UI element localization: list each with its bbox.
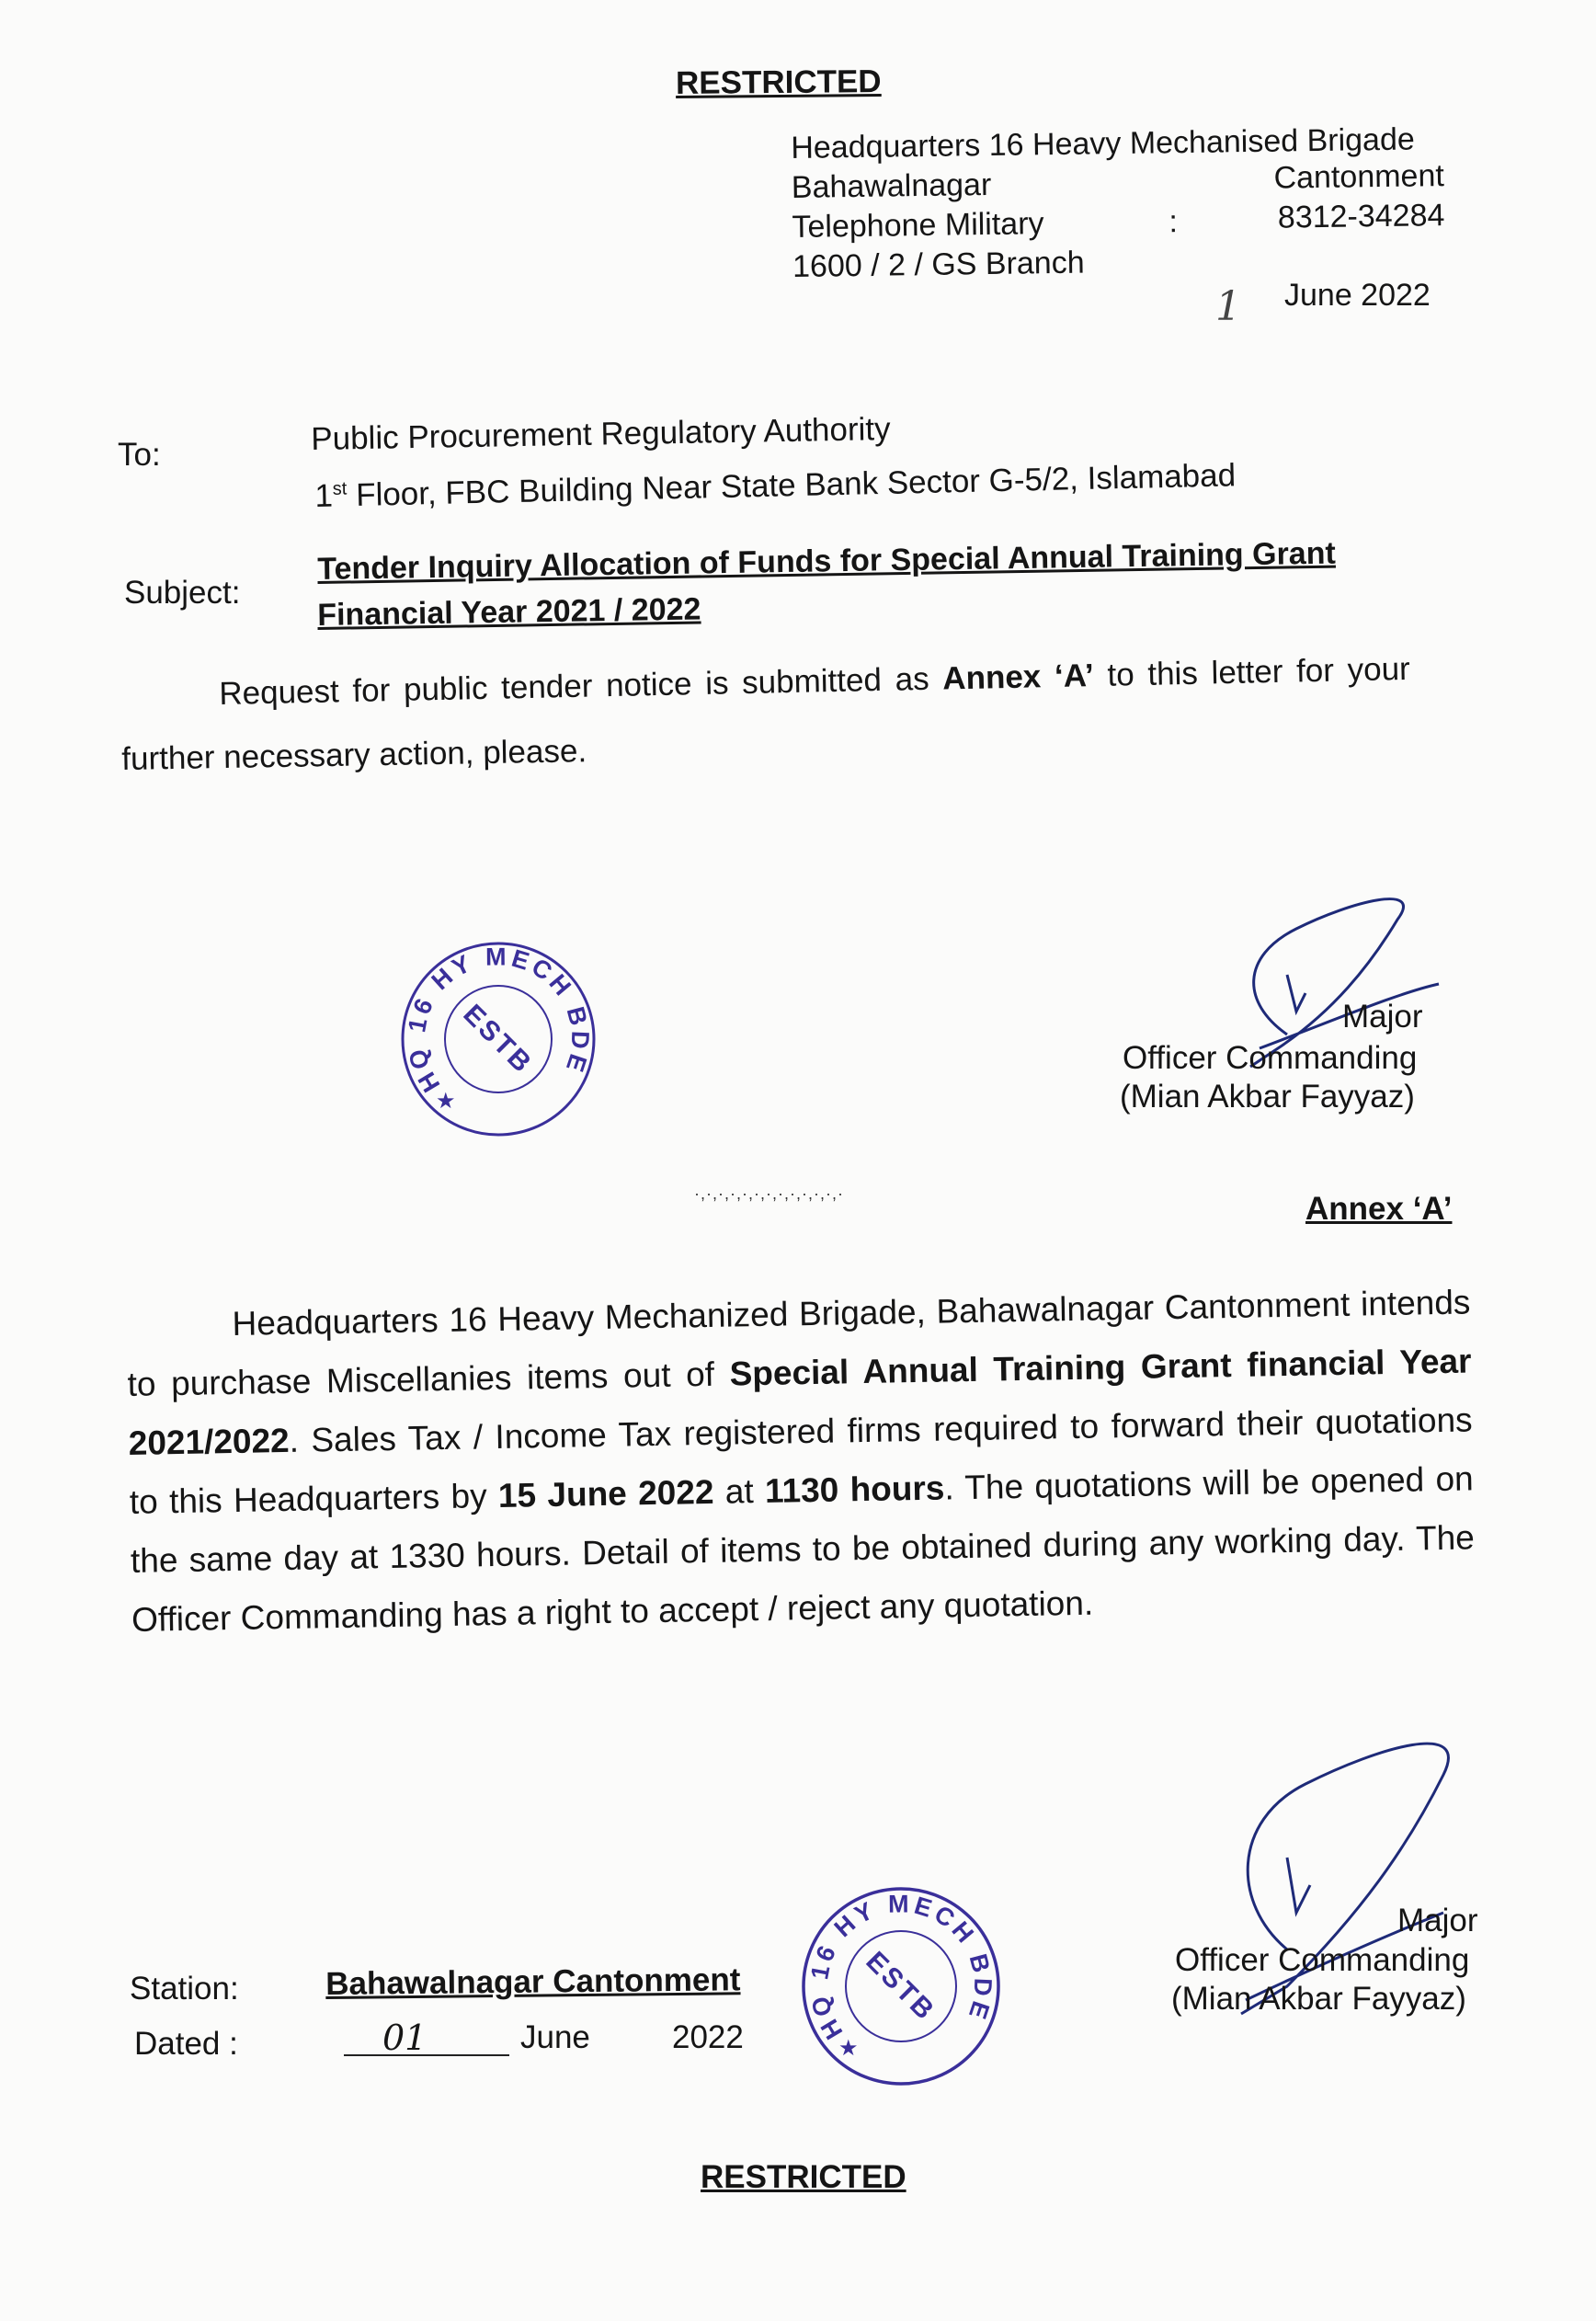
official-stamp (397, 938, 599, 1140)
address-floor: 1 (314, 477, 334, 514)
annex-text-1: Headquarters 16 Heavy Mechanized Brigade, Bahawalnagar Cantonment intends to purchase Miscellanies items out of (127, 1283, 1471, 1403)
dated-day-field (344, 2019, 509, 2056)
classification-bottom: RESTRICTED (701, 2159, 906, 2195)
annex-text-3: at (713, 1471, 766, 1511)
telephone-number: 8312-34284 (1277, 198, 1445, 235)
signatory2-title: Officer Commanding (1175, 1942, 1470, 1978)
annex-text-4: . The quotations will be opened on the same day at 1330 hours. Detail of items to be obtained during any working day. The Officer Commanding has a right to accept / reject any quotation. (130, 1459, 1476, 1639)
request-line1 (219, 651, 1410, 713)
signatory1-rank: Major (1342, 999, 1423, 1035)
unit-name: Headquarters 16 Heavy Mechanised Brigade (791, 121, 1416, 166)
request-annex-ref: Annex ‘A’ (941, 657, 1095, 697)
dated-month: June (520, 2019, 590, 2055)
address-rest: Floor, FBC Building Near State Bank Sector G-5/2, Islamabad (347, 457, 1237, 514)
stamp-star-icon: ★ (436, 1089, 456, 1114)
request-text: Request for public tender notice is submitted as (219, 660, 943, 712)
signatory2-name: (Mian Akbar Fayyaz) (1171, 1981, 1466, 2017)
signatory1-title: Officer Commanding (1123, 1040, 1418, 1076)
reference-number: 1600 / 2 / GS Branch (792, 245, 1085, 284)
to-label: To: (118, 437, 161, 473)
address-sup: st (332, 478, 348, 499)
request-text-end: to this letter for your (1093, 650, 1411, 694)
stamp2-center-text: ESTB (860, 1946, 941, 2028)
subject-line2: Financial Year 2021 / 2022 (317, 591, 701, 633)
dated-year: 2022 (672, 2019, 744, 2055)
subject-label: Subject: (124, 575, 241, 611)
annex-paragraph (126, 1273, 1476, 1649)
annex-grant: Special Annual Training Grant financial Year 2021/2022 (128, 1342, 1472, 1462)
date-day-handwritten: 1 (1215, 283, 1241, 330)
stamp-center-text: ESTB (457, 999, 539, 1080)
annex-deadline-time: 1130 hours (764, 1469, 945, 1510)
dated-day: 01 (382, 2018, 428, 2058)
annex-title: Annex ‘A’ (1305, 1191, 1453, 1227)
stamp-ring-text: HQ 16 HY MECH BDE (402, 943, 595, 1097)
stamp2-star-icon: ★ (838, 2036, 859, 2061)
classification-top: RESTRICTED (675, 63, 882, 101)
unit-cantonment: Cantonment (1273, 158, 1445, 196)
signatory2-rank: Major (1397, 1903, 1478, 1938)
request-line2: further necessary action, please. (121, 733, 587, 777)
separator-line: ·,·,·,·,·,·,·,·,·,·,·,·,· (694, 1184, 844, 1203)
stamp2-ring-text: HQ 16 HY MECH BDE (804, 1890, 998, 2044)
official-stamp-footer (800, 1885, 1002, 2087)
addressee-address (314, 457, 1237, 515)
dated-label: Dated : (134, 2026, 238, 2062)
telephone-label: Telephone Military (792, 206, 1044, 245)
telephone-separator: : (1168, 204, 1179, 240)
letter-date: June 2022 (1284, 278, 1431, 313)
subject-line1: Tender Inquiry Allocation of Funds for Special Annual Training Grant (317, 535, 1337, 587)
annex-deadline-date: 15 June 2022 (497, 1472, 714, 1515)
signatory1-name: (Mian Akbar Fayyaz) (1120, 1079, 1415, 1115)
station-label: Station: (130, 1971, 239, 2007)
annex-text-2: . Sales Tax / Income Tax registered firms required to forward their quotations to this Headquarters by (129, 1401, 1473, 1521)
unit-city: Bahawalnagar (791, 166, 992, 205)
addressee-name: Public Procurement Regulatory Authority (311, 410, 891, 457)
station-value: Bahawalnagar Cantonment (325, 1961, 741, 2002)
